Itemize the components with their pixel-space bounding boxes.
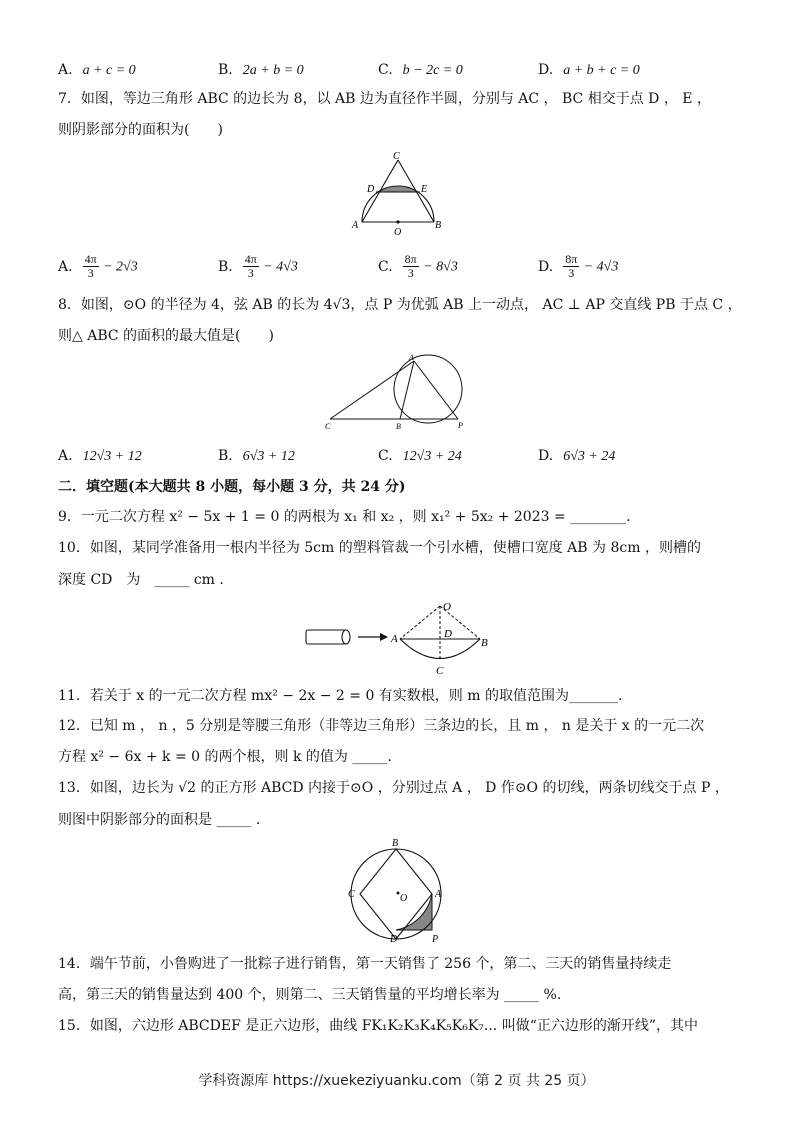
- q10-line2: 深度 CD 为 _____ cm .: [58, 572, 224, 588]
- q15-line1: 15．如图，六边形 ABCDEF 是正六边形，曲线 FK₁K₂K₃K₄K₅K₆K₇... 叫做“正六边形的渐开线”，其中: [58, 1018, 699, 1034]
- q8-label-c: C: [325, 422, 331, 431]
- q7-label-o: O: [394, 227, 402, 238]
- q7-label-c: C: [393, 151, 400, 162]
- q7-option-d: D. $\frac{8\pi}{3}$ − 4√3: [538, 252, 619, 280]
- q13-label-b: B: [392, 838, 399, 849]
- q7-options: [58, 251, 748, 281]
- q7-figure: [345, 148, 455, 238]
- q10-label-c: C: [436, 665, 444, 677]
- q10-figure: [300, 598, 500, 678]
- q7-label-a: A: [352, 220, 359, 231]
- q8-label-a: A: [409, 353, 414, 362]
- q13-label-o: O: [400, 893, 408, 904]
- q6-option-d: D. a + b + c = 0: [538, 62, 640, 78]
- q13-label-p: P: [432, 934, 439, 945]
- q7-option-b: B. $\frac{4\pi}{3}$ − 4√3: [218, 252, 298, 280]
- q9-line1: 9．一元二次方程 x² − 5x + 1 = 0 的两根为 x₁ 和 x₂ ，则 x₁² + 5x₂ + 2023 = ________.: [58, 509, 631, 525]
- q8-circle: [394, 355, 462, 423]
- q8-option-c: C. 12√3 + 24: [378, 448, 462, 464]
- q7-label-d: D: [367, 184, 375, 195]
- q8-line2: 则△ ABC 的面积的最大值是( ): [58, 328, 274, 344]
- q6-option-c: C. b − 2c = 0: [378, 62, 463, 78]
- q8-label-b: B: [396, 422, 401, 431]
- q8-option-d: D. 6√3 + 24: [538, 448, 616, 464]
- q6-option-a: A. a + c = 0: [58, 62, 136, 78]
- q13-label-a: A: [435, 889, 442, 900]
- q13-line1: 13．如图，边长为 √2 的正方形 ABCD 内接于⊙O ，分别过点 A ， D 作⊙O 的切线，两条切线交于点 P ，: [58, 780, 729, 796]
- q13-figure: [340, 836, 455, 946]
- q8-label-p: P: [458, 421, 463, 430]
- q7-line2: 则阴影部分的面积为( ): [58, 122, 223, 138]
- q11-line1: 11．若关于 x 的一元二次方程 mx² − 2x − 2 = 0 有实数根，则 m 的取值范围为_______.: [58, 688, 623, 704]
- q10-label-a: A: [391, 633, 398, 645]
- q13-label-c: C: [348, 889, 355, 900]
- q7-option-c: C. $\frac{8\pi}{3}$ − 8√3: [378, 252, 458, 280]
- q7-label-e: E: [421, 184, 428, 195]
- q8-line1: 8．如图，⊙O 的半径为 4，弦 AB 的长为 4√3，点 P 为优弧 AB 上一动点， AC ⊥ AP 交直线 PB 于点 C ，: [58, 297, 742, 313]
- q8-figure: [320, 353, 470, 433]
- q6-options: [58, 59, 748, 83]
- q13-circle: [351, 849, 441, 939]
- q6-option-b: B. 2a + b = 0: [218, 62, 304, 78]
- section2-title: 二．填空题(本大题共 8 小题，每小题 3 分，共 24 分): [58, 479, 406, 495]
- q7-line1: 7．如图，等边三角形 ABC 的边长为 8，以 AB 边为直径作半圆，分别与 AC ， BC 相交于点 D ， E ，: [58, 91, 711, 107]
- q8-options: [58, 445, 748, 469]
- q13-line2: 则图中阴影部分的面积是 _____ .: [58, 812, 261, 828]
- q14-line1: 14．端午节前，小鲁购进了一批粽子进行销售，第一天销售了 256 个，第二、三天的销售量持续走: [58, 956, 672, 972]
- q12-line1: 12．已知 m ， n ，5 分别是等腰三角形（非等边三角形）三条边的长，且 m ， n 是关于 x 的一元二次: [58, 718, 705, 734]
- q7-option-a: A. $\frac{4\pi}{3}$ − 2√3: [58, 252, 138, 280]
- q10-label-o: O: [443, 601, 451, 613]
- q10-label-b: B: [481, 637, 488, 649]
- q13-label-d: D: [390, 934, 398, 945]
- q10-pipe: [306, 630, 346, 644]
- q10-line1: 10．如图，某同学准备用一根内半径为 5cm 的塑料管裁一个引水槽，使槽口宽度 AB 为 8cm ，则槽的: [58, 540, 701, 556]
- q7-label-b: B: [435, 220, 442, 231]
- q14-line2: 高，第三天的销售量达到 400 个，则第二、三天销售量的平均增长率为 _____ %.: [58, 987, 562, 1003]
- page-footer: 学科资源库 https://xuekeziyuanku.com（第 2 页 共 25 页）: [198, 1073, 595, 1089]
- q8-option-b: B. 6√3 + 12: [218, 448, 295, 464]
- q12-line2: 方程 x² − 6x + k = 0 的两个根，则 k 的值为 _____.: [58, 749, 392, 765]
- q8-option-a: A. 12√3 + 12: [58, 448, 142, 464]
- q10-label-d: D: [444, 628, 452, 640]
